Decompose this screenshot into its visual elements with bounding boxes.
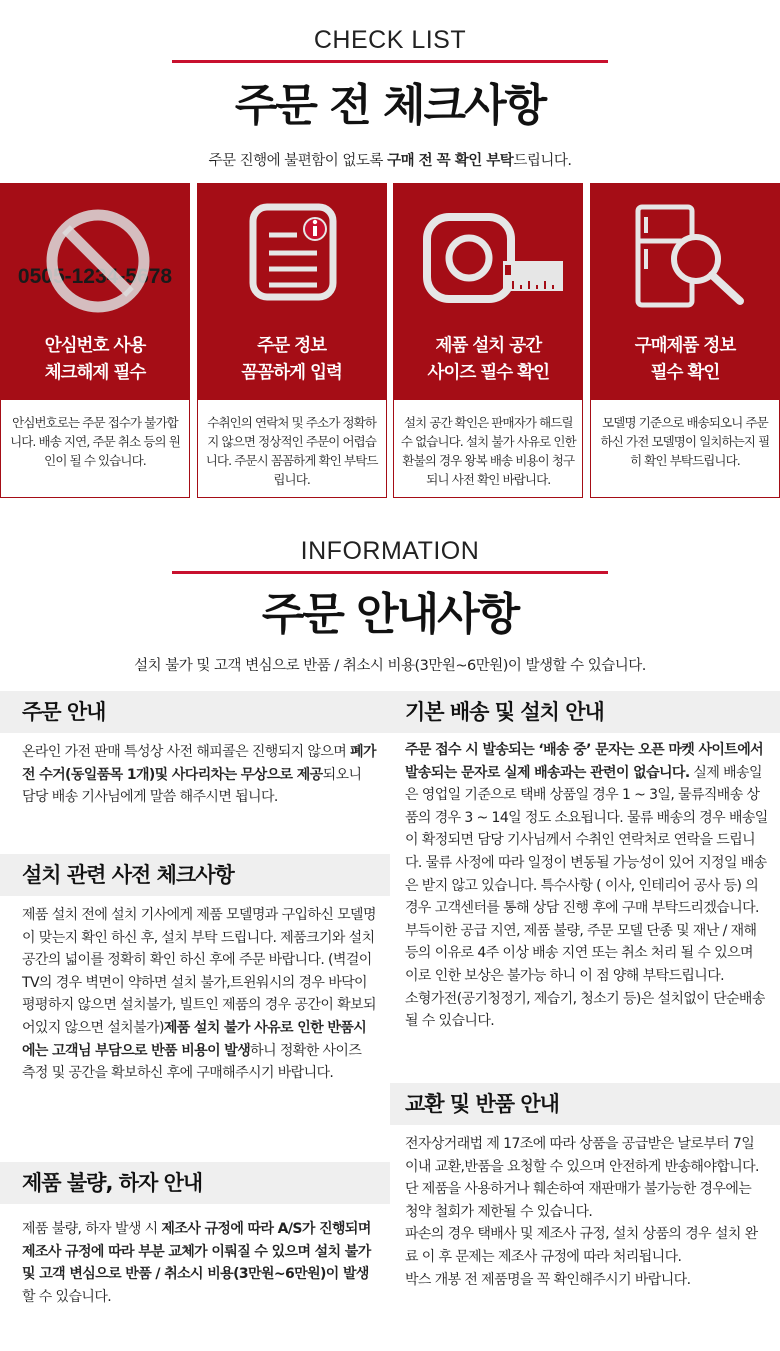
precheck-text (0, 898, 390, 1085)
card-title-line2: 꼼꼼하게 입력 (241, 363, 342, 383)
card-title (0, 333, 190, 387)
checklist-cards (0, 183, 780, 498)
defect-heading: 제품 불량, 하자 안내 (0, 1162, 390, 1204)
order-guide-text-2: 되오니 담당 배송 기사님에게 말씀 해주시면 됩니다. (22, 766, 362, 806)
precheck-heading: 설치 관련 사전 체크사항 (0, 854, 390, 896)
no-phone-icon-text: 0505-1234-5678 (17, 265, 173, 288)
precheck-text-bold: 제품 설치 불가 사유로 인한 반품시에는 고객님 부담으로 반품 비용이 발생 (22, 1019, 367, 1059)
card-title-line1: 안심번호 사용 (44, 336, 146, 356)
card-top (393, 183, 583, 400)
order-guide-heading: 주문 안내 (0, 691, 390, 733)
precheck-text-2: 하니 정확한 사이즈 측정 및 공간을 확보하신 후에 구매해주시기 바랍니다. (22, 1042, 362, 1082)
card-title-line2: 필수 확인 (650, 363, 720, 383)
card-title-line1: 구매제품 정보 (634, 336, 736, 356)
exchange-heading: 교환 및 반품 안내 (390, 1083, 780, 1125)
checklist-card-safe-number (0, 183, 190, 498)
delivery-text-2: 소형가전(공기청정기, 제습기, 청소기 등)은 설치없이 단순배송 될 수 있습니다. (405, 990, 765, 1030)
info-left-column (0, 691, 390, 1305)
exchange-text (390, 1127, 780, 1291)
checklist-header (0, 26, 780, 170)
order-guide-text-bold: 폐가전 수거(동일품목 1개)및 사다리차는 무상으로 제공 (22, 744, 376, 783)
card-title-line1: 제품 설치 공간 (435, 336, 542, 356)
card-top (590, 183, 780, 400)
checklist-card-product-info (590, 183, 780, 498)
checklist-subtitle-text: 주문 진행에 불편함이 없도록 (208, 153, 388, 169)
card-title-line1: 주문 정보 (257, 336, 327, 356)
card-body: 수취인의 연락처 및 주소가 정확하지 않으면 정상적인 주문이 어렵습니다. 주문시 꼼꼼하게 확인 부탁드립니다. (197, 400, 387, 498)
checklist-subtitle-bold: 구매 전 꼭 확인 부탁 (387, 153, 514, 169)
defect-text (0, 1212, 390, 1308)
checklist-card-install-space (393, 183, 583, 498)
delivery-heading: 기본 배송 및 설치 안내 (390, 691, 780, 733)
card-body: 설치 공간 확인은 판매자가 해드릴 수 없습니다. 설치 불가 사유로 인한 환불의 경우 왕복 배송 비용이 청구되니 사전 확인 바랍니다. (393, 400, 583, 498)
card-title (197, 333, 387, 387)
exchange-text-2: 파손의 경우 택배사 및 제조사 규정, 설치 상품의 경우 설치 완료 이 후 문제는 제조사 규정에 따라 처리됩니다. (405, 1226, 758, 1265)
checklist-card-order-info (197, 183, 387, 498)
card-title (393, 333, 583, 387)
defect-text-1: 제품 불량, 하자 발생 시 (22, 1221, 162, 1237)
card-title (590, 333, 780, 387)
information-divider (172, 571, 608, 574)
exchange-text-3: 박스 개봉 전 제품명을 꼭 확인해주시기 바랍니다. (405, 1271, 691, 1288)
precheck-text-1: 제품 설치 전에 설치 기사에게 제품 모델명과 구입하신 모델명이 맞는지 확인 하신 후, 설치 부탁 드립니다. 제품크기와 설치 공간의 넓이를 정확히 확인 하신 후에 주문 바랍니다. (벽걸이 TV의 경우 벽면이 약하면 설치 불가,트윈워시의 경우 바닥이 평평하지 않으면 설치불가, 빌트인 제품의 경우 공간이 확보되어있지 않으면 설치불가) (22, 907, 376, 1036)
exchange-text-1: 전자상거래법 제 17조에 따라 상품을 공급받은 날로부터 7일 이내 교환,반품을 요청할 수 있으며 안전하게 반송해야합니다. 단 제품을 사용하거나 훼손하여 재판매가 불가능한 경우에는 청약 철회가 제한될 수 있습니다. (405, 1136, 759, 1220)
delivery-text-1: 실제 배송일은 영업일 기준으로 택배 상품일 경우 1 ~ 3일, 물류직배송 상품의 경우 3 ~ 14일 정도 소요됩니다. 물류 배송의 경우 배송일이 확정되면 담당 기사님께서 수취인 연락처로 연락을 드립니다. 물류 사정에 따라 일정이 변동될 가능성이 있어 지정일 배송은 받지 않고 있습니다. 특수사항 ( 이사, 인테리어 공사 등) 의 경우 고객센터를 통해 상담 진행 후에 구매 부탁드리겠습니다.부득이한 공급 지연, 제품 불량, 주문 모델 단종 및 재난 / 재해 등의 이유로 4주 이상 배송 지연 또는 취소 처리 될 수 있으며 이로 인한 보상은 불가능 하니 이 점 양해 부탁드립니다. (405, 764, 768, 984)
card-body: 모델명 기준으로 배송되오니 주문하신 가전 모델명이 일치하는지 필히 확인 부탁드립니다. (590, 400, 780, 498)
information-eyebrow: INFORMATION (300, 537, 480, 565)
checklist-eyebrow: CHECK LIST (313, 26, 467, 54)
delivery-text-bold: 주문 접수 시 발송되는 ‘배송 중’ 문자는 오픈 마켓 사이트에서 발송되는 문자로 실제 배송과는 관련이 없습니다. (405, 742, 764, 781)
information-header (0, 537, 780, 675)
fridge-magnifier-icon (590, 201, 780, 321)
card-title-line2: 체크해제 필수 (44, 363, 146, 383)
checklist-subtitle (0, 149, 780, 170)
order-guide-text-1: 온라인 가전 판매 특성상 사전 해피콜은 진행되지 않으며 (22, 744, 351, 760)
info-right-column (390, 691, 780, 1288)
defect-text-2: 할 수 있습니다. (22, 1288, 112, 1305)
card-top (0, 183, 190, 400)
no-phone-icon (0, 201, 190, 321)
information-subtitle: 설치 불가 및 고객 변심으로 반품 / 취소시 비용(3만원~6만원)이 발생할 수 있습니다. (134, 658, 646, 674)
card-title-line2: 사이즈 필수 확인 (427, 363, 550, 383)
tape-measure-icon (393, 201, 583, 321)
delivery-text (390, 733, 780, 1033)
card-top (197, 183, 387, 400)
document-info-icon (197, 201, 387, 321)
checklist-subtitle-end: 드립니다. (513, 153, 572, 169)
card-body: 안심번호로는 주문 접수가 불가합니다. 배송 지연, 주문 취소 등의 원인이 될 수 있습니다. (0, 400, 190, 498)
checklist-divider (172, 60, 608, 63)
checklist-title: 주문 전 체크사항 (234, 80, 546, 131)
defect-text-bold: 제조사 규정에 따라 A/S가 진행되며 제조사 규정에 따라 부분 교체가 이뤄질 수 있으며 설치 불가 및 고객 변심으로 반품 / 취소시 비용(3만원~6만원)이 발생 (22, 1221, 371, 1283)
order-guide-text (0, 733, 390, 809)
information-title: 주문 안내사항 (261, 589, 519, 640)
